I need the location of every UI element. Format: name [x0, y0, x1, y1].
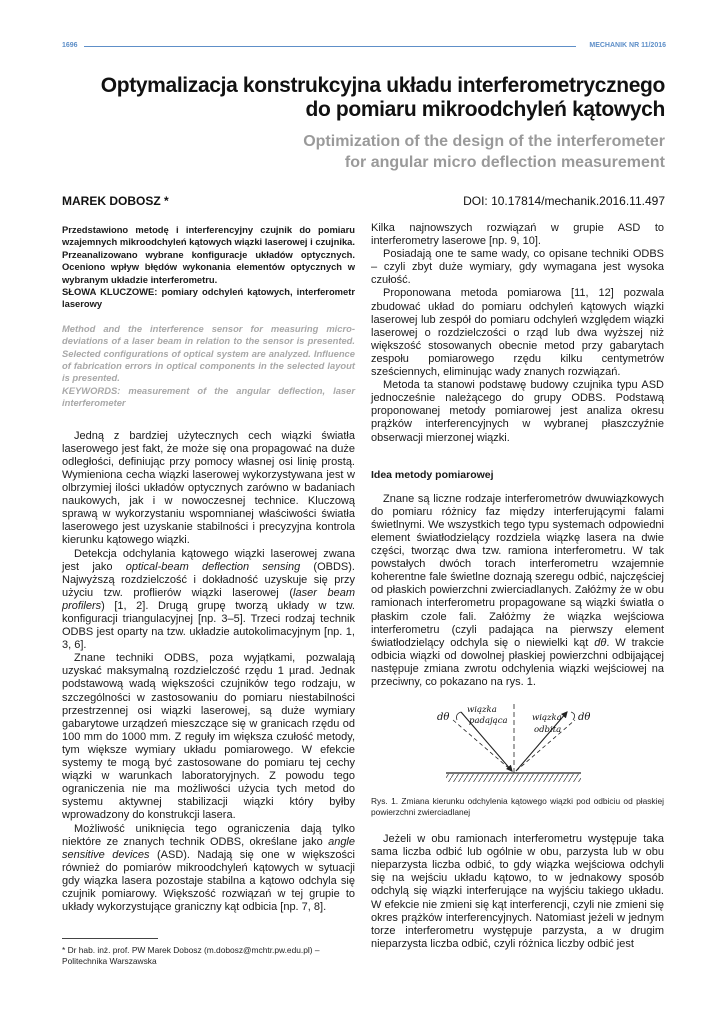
page-number: 1696	[62, 42, 78, 49]
header-rule	[84, 46, 576, 47]
body-paragraph: Posiadają one te same wady, co opisane techniki ODBS – czyli zbyt duże wymiary, gdy wymagana jest wysoka czułość.	[371, 248, 664, 287]
label-incident-1: wiązka	[467, 705, 497, 716]
title-english-line: Optimization of the design of the interferometer	[303, 133, 665, 150]
body-paragraph: Jeżeli w obu ramionach interferometru występuje taka sama liczba odbić lub ogólnie w obu, parzysta lub w obu nieparzysta liczba odbić, to gdy wiązka wejściowa odchyli się na wejściu układu kątowo, to w jednakowy sposób odchylą się wiązki interferujące na wyjściu takiego układu. W efekcie nie zmieni się kąt interferencji, czyli nie zmieni się okres prążków interferencyjnych. Natomiast jeżeli w jednym torze interferometru występuje parzysta, a w drugim nieparzysta liczba odbić, czyli różnica liczby odbić jest	[371, 833, 664, 950]
keywords-polish: SŁOWA KLUCZOWE: pomiary odchyleń kątowych, interferometr laserowy	[62, 286, 355, 310]
title-english-line: for angular micro deflection measurement	[344, 154, 665, 171]
page-header	[62, 42, 666, 52]
title-polish	[55, 74, 665, 122]
abstract-english-text: Method and the interference sensor for measuring micro-deviations of a laser beam in relation to the sensor is presented. Selected configurations of optical system are analyzed. Influence of fabrication errors in optical components in the selected layout is presented.	[62, 322, 355, 384]
right-column	[371, 222, 664, 951]
doi: DOI: 10.17814/mechanik.2016.11.497	[463, 194, 665, 208]
angle-label-left: dθ	[437, 712, 450, 724]
label-reflected-2: odbita	[534, 725, 562, 736]
abstract-english	[62, 323, 355, 410]
title-polish-line: Optymalizacja konstrukcyjna układu interferometrycznego	[100, 74, 665, 97]
left-column	[62, 222, 355, 914]
journal-name: MECHANIK NR 11/2016	[589, 42, 666, 49]
body-paragraph: Jedną z bardziej użytecznych cech wiązki światła laserowego jest fakt, że może się ona propagować na duże odległości, definiując przy pomocy własnej osi linię prostą. Wymieniona cecha wiązki laserowej wykorzystywana jest w olbrzymiej ilości układów optycznych zarówno w badaniach naukowych, jak i w nowoczesnej technice. Kluczową sprawą w wykorzystaniu wspomnianej właściwości światła laserowego jest uzyskanie stabilności i precyzyjna kontrola kierunku kątowego wiązki.	[62, 429, 355, 547]
angle-label-right: dθ	[578, 712, 591, 724]
body-paragraph: Proponowana metoda pomiarowa [11, 12] pozwala zbudować układ do pomiaru odchyleń kątowych wiązki laserowej lub zespół do pomiaru odchyleń względem wiązki laserowej o rozdzielczości o rząd lub dwa wyższej niż większość stosowanych obecnie metod przy gabarytach zespołu pomiarowego rzędu kilku centymetrów sześciennych, eliminując wady znanych rozwiązań.	[371, 287, 664, 379]
angle-arc-reflected	[571, 712, 575, 720]
body-paragraph: Detekcja odchylania kątowego wiązki laserowej zwana jest jako optical-beam deflection sensing (OBDS). Najwyższą rozdzielczość i dokładność uzyskuje się przy użyciu tzw. proflierów wiązki laserowej (laser beam profilers) [1, 2]. Drugą grupę tworzą układy w tzw. konfiguracji triangulacyjnej [np. 3–5]. Trzeci rodzaj technik ODBS jest oparty na tzw. układzie autokolimacyjnym [np. 1, 3, 6].	[62, 547, 355, 652]
body-paragraph: Kilka najnowszych rozwiązań w grupie ASD to interferometry laserowe [np. 9, 10].	[371, 222, 664, 248]
keywords-english: KEYWORDS: measurement of the angular deflection, laser interferometer	[62, 384, 355, 409]
mirror-hatching	[446, 774, 581, 782]
footnote-rule	[62, 938, 158, 939]
title-english	[65, 131, 665, 173]
incident-deflected-beam	[453, 720, 512, 771]
title-polish-line: do pomiaru mikroodchyleń kątowych	[305, 98, 665, 121]
figure-reflection	[371, 698, 664, 790]
body-paragraph: Znane techniki ODBS, poza wyjątkami, pozwalają uzyskać maksymalną rozdzielczość rzędu 1 µrad. Jednak podstawową wadą większości czujników tego rodzaju, w szczególności w zastosowaniu do pomiaru niestabilności przestrzennej osi wiązki laserowej, są duże wymiary gabarytowe urządzeń mieszczące się w granicach rzędu od 100 mm do 1000 mm. Z reguły im większa czułość metody, tym większe wymiary układu pomiarowego. W efekcie systemy te mogą być zastosowane do pomiaru tej cechy wiązki w warunkach laboratoryjnych. Z powodu tego ograniczenia nie ma możliwości użycia tych metod do systemu aktywnej stabilizacji wiązki który byłby wprowadzony do konstrukcji lasera.	[62, 652, 355, 822]
footnote-text: * Dr hab. inż. prof. PW Marek Dobosz (m.dobosz@mchtr.pw.edu.pl) – Politechnika Warszawska	[62, 945, 320, 966]
figure-caption: Rys. 1. Zmiana kierunku odchylenia kątowego wiązki pod odbiciu od płaskiej powierzchni zwierciadlanej	[371, 796, 664, 818]
footnote	[62, 938, 355, 967]
body-paragraph: Możliwość uniknięcia tego ograniczenia dają tylko niektóre ze znanych technik ODBS, określane jako angle sensitive devices (ASD). Nadają się one w większości również do pomiarów mikroodchyleń kątowych w sytuacji gdy wiązka lasera pozostaje stabilna a kątowo odchyla się czujnik pomiarowy. Większość rozwiązań w tej grupie to układy wykorzystujące graniczny kąt odbicia [np. 7, 8].	[62, 822, 355, 914]
author-name: MAREK DOBOSZ *	[62, 194, 169, 208]
label-reflected-1: wiązka	[532, 713, 562, 724]
label-incident-2: padająca	[469, 716, 508, 727]
angle-arc-incident	[457, 712, 462, 720]
abstract-polish	[62, 224, 355, 311]
abstract-polish-text: Przedstawiono metodę i interferencyjny czujnik do pomiaru wzajemnych mikroodchyleń kątowych wiązki laserowej i czujnika. Przeanalizowano wybrane konfiguracje układów optycznych. Oceniono wpływ błędów wykonania elementów optycznych w wybranym układzie interferometru.	[62, 224, 355, 285]
body-paragraph: Metoda ta stanowi podstawę budowy czujnika typu ASD jednocześnie należącego do grupy ODBS. Podstawą proponowanej metody pomiarowej jest analiza okresu prążków interferencyjnych w wybranej płaszczyźnie obserwacji mierzonej wiązki.	[371, 379, 664, 444]
section-heading: Idea metody pomiarowej	[371, 468, 494, 481]
body-paragraph: Znane są liczne rodzaje interferometrów dwuwiązkowych do pomiaru różnicy faz między interferującymi falami świetlnymi. We wszystkich tego typu systemach odpowiedni element światłodzielący rozdziela wiązkę lasera na dwie części, tworząc dwa tzw. ramiona interferometru. W tak powstałych dwóch torach interferometru wzajemnie koherentne fale świetlne doznają szeregu odbić, najczęściej od płaskich powierzchni zwierciadlanych. Załóżmy że w obu ramionach interferometru propagowane są wiązki światła o płaskim czole fali. Załóżmy że wiązka wejściowa interferometru (czyli padająca na pierwszy element światłodzielący odchyla się o niewielki kąt dθ. W trakcie odbicia wiązki od dowolnej płaskiej powierzchni odbijającej następuje zmiana zwrotu odchylenia wiązki wejściowej na przeciwny, co pokazano na rys. 1.	[371, 492, 665, 688]
reflection-diagram	[371, 698, 664, 790]
